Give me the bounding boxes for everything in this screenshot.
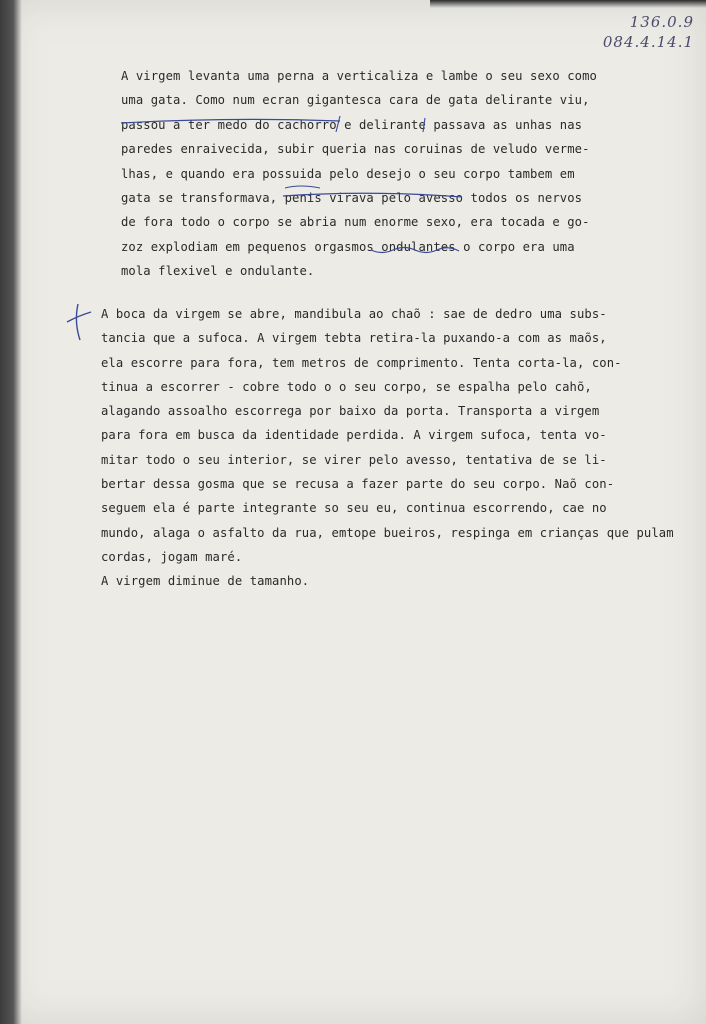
text-line: bertar dessa gosma que se recusa a fazer parte do seu corpo. Naõ con- bbox=[101, 477, 615, 492]
paragraph-1 bbox=[121, 64, 597, 284]
text-line: paredes enraivecida, subir queria nas coruinas de veludo verme- bbox=[121, 142, 590, 157]
text-line: A virgem diminue de tamanho. bbox=[101, 574, 310, 589]
text-line: A boca da virgem se abre, mandibula ao chaõ : sae de dedro uma subs- bbox=[101, 307, 607, 321]
scan-background-top bbox=[430, 0, 706, 8]
scan-background-left bbox=[0, 0, 22, 1024]
text-line: tancia que a sufoca. A virgem tebta retira-la puxando-a com as maõs, bbox=[101, 331, 607, 346]
text-line: A virgem levanta uma perna a verticaliza e lambe o seu sexo como bbox=[121, 69, 597, 83]
archive-code-line-2: 084.4.14.1 bbox=[602, 33, 694, 51]
paragraph-2 bbox=[101, 302, 674, 594]
text-line: mitar todo o seu interior, se virer pelo avesso, tentativa de se li- bbox=[101, 452, 607, 467]
archive-code-line-1: 136.0.9 bbox=[629, 13, 694, 31]
archive-reference bbox=[603, 12, 694, 52]
text-line: gata se transformava, penis virava pelo avesso todos os nervos bbox=[121, 190, 583, 205]
text-line: cordas, jogam maré. bbox=[101, 549, 243, 564]
text-line: mundo, alaga o asfalto da rua, emtope bueiros, respinga em crianças que pulam bbox=[101, 525, 674, 540]
text-line: uma gata. Como num ecran gigantesca cara de gata delirante viu, bbox=[121, 93, 590, 108]
text-line: tinua a escorrer - cobre todo o o seu corpo, se espalha pelo cahõ, bbox=[101, 379, 592, 394]
text-line: seguem ela é parte integrante so seu eu, continua escorrendo, cae no bbox=[101, 501, 607, 516]
text-line: zoz explodiam em pequenos orgasmos ondulantes o corpo era uma bbox=[121, 239, 575, 254]
text-line: de fora todo o corpo se abria num enorme sexo, era tocada e go- bbox=[121, 215, 590, 230]
text-line: para fora em busca da identidade perdida. A virgem sufoca, tenta vo- bbox=[101, 428, 607, 443]
text-line: alagando assoalho escorrega por baixo da porta. Transporta a virgem bbox=[101, 404, 600, 419]
text-line: ela escorre para fora, tem metros de comprimento. Tenta corta-la, con- bbox=[101, 355, 622, 370]
text-line: lhas, e quando era possuida pelo desejo o seu corpo tambem em bbox=[121, 166, 575, 181]
text-line: passou a ter medo do cachorro e delirante passava as unhas nas bbox=[121, 117, 583, 132]
text-line: mola flexivel e ondulante. bbox=[121, 264, 315, 279]
